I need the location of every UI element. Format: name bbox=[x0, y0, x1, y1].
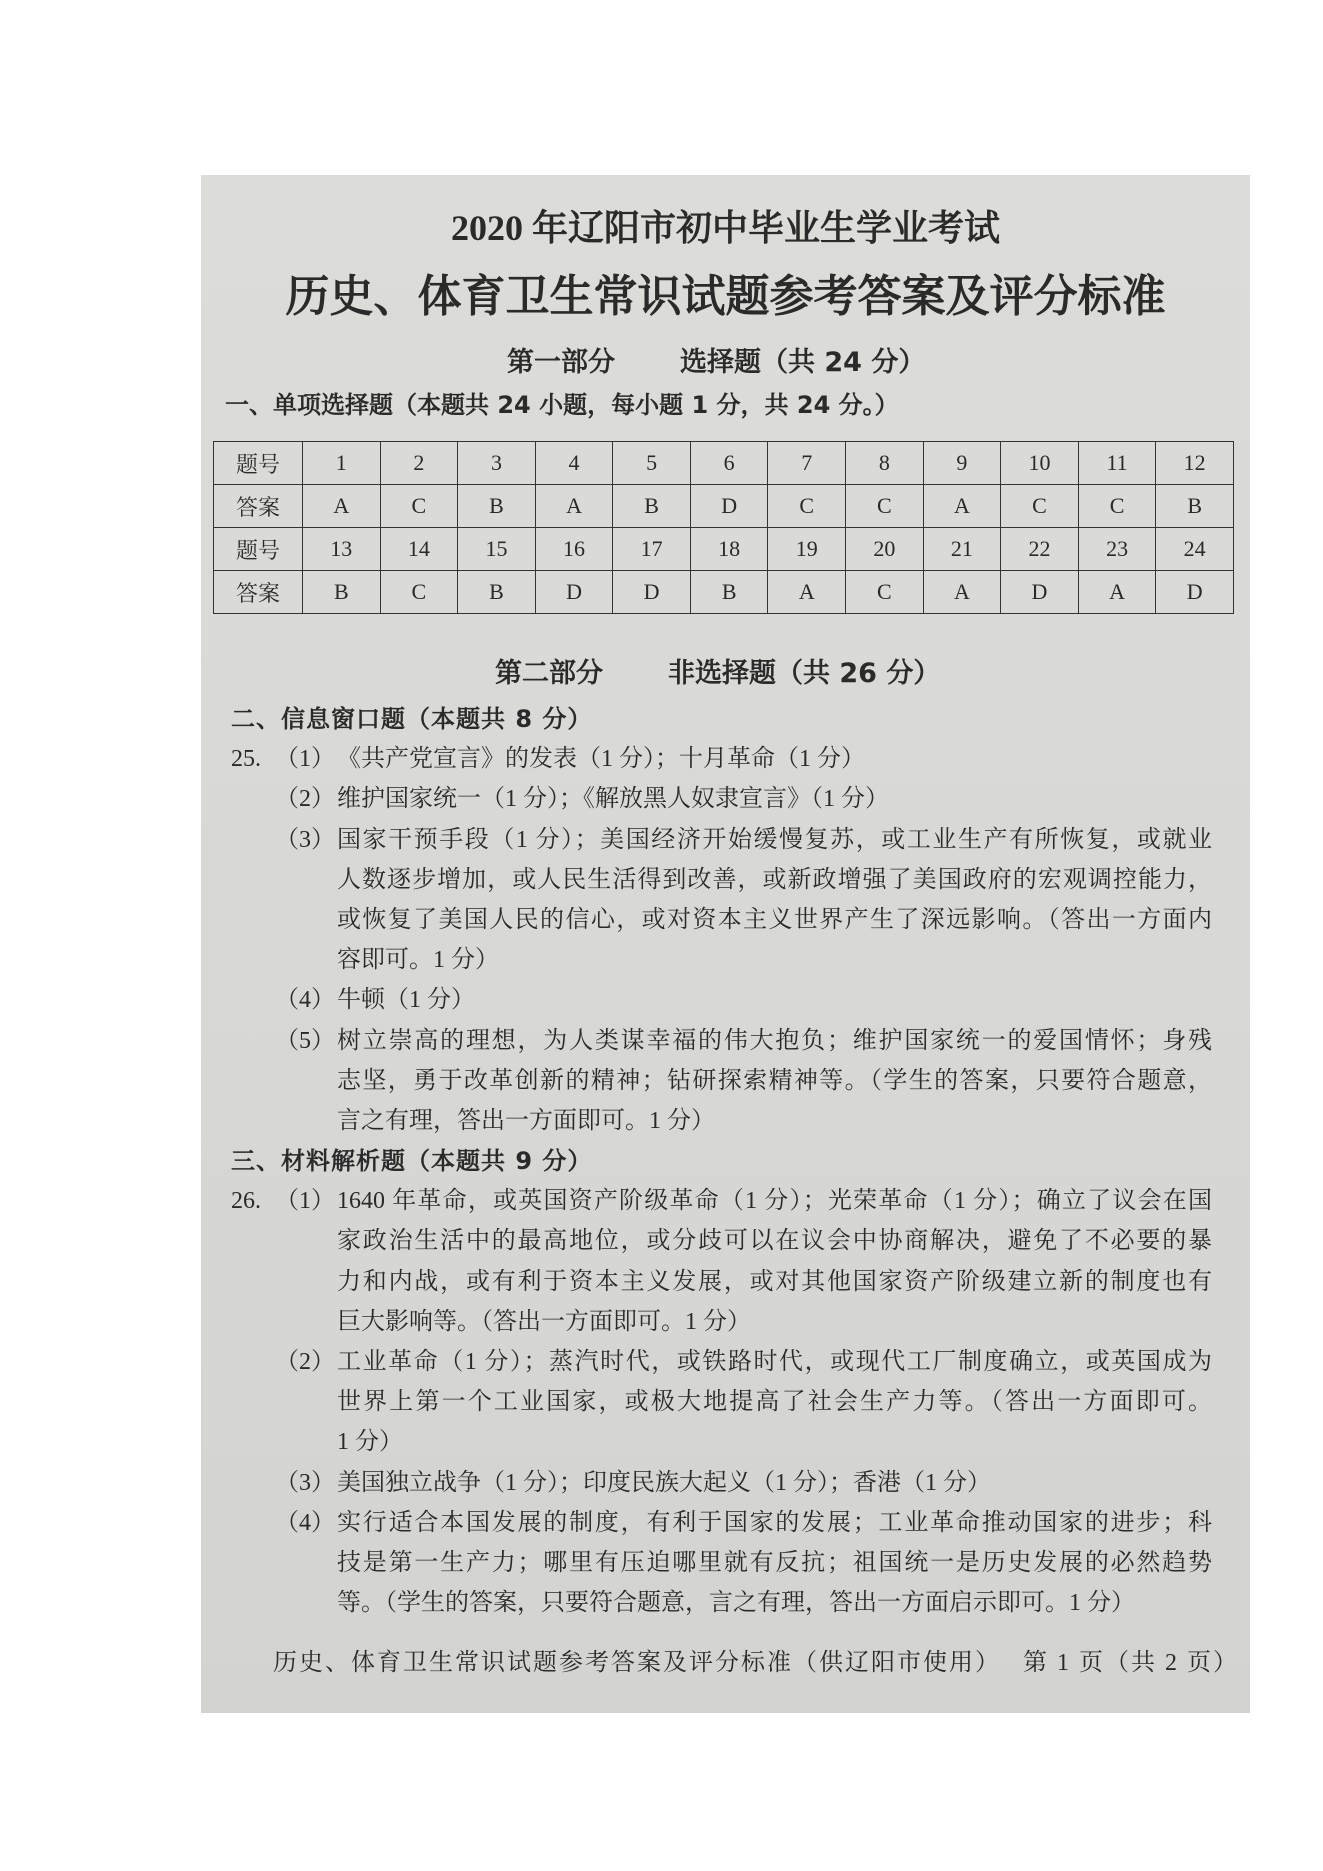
answer-key-sheet bbox=[201, 175, 1250, 1713]
section-heading-single-choice: 一、单项选择题（本题共 24 小题，每小题 1 分，共 24 分。） bbox=[225, 391, 899, 419]
sub-question-label: （1） bbox=[275, 1188, 335, 1215]
sub-question-label: （3） bbox=[275, 826, 335, 853]
answer-text: 等。（学生的答案，只要符合题意，言之有理，答出一方面启示即可。1 分） bbox=[337, 1590, 1135, 1617]
question-number-cell: 13 bbox=[303, 528, 381, 571]
question-number-cell: 2 bbox=[380, 442, 458, 485]
sub-question-label: （4） bbox=[275, 987, 335, 1014]
question-number-cell: 3 bbox=[458, 442, 536, 485]
question-number-cell: 10 bbox=[1001, 442, 1079, 485]
answer-text: 言之有理，答出一方面即可。1 分） bbox=[337, 1107, 715, 1134]
sub-question-label: （4） bbox=[275, 1509, 335, 1536]
answer-line bbox=[201, 900, 1250, 940]
part2-label: 第二部分 bbox=[495, 658, 603, 689]
part2-name: 非选择题（共 26 分） bbox=[668, 658, 941, 689]
answer-line bbox=[201, 1061, 1250, 1101]
part2-content bbox=[201, 699, 1250, 1623]
answer-line bbox=[201, 860, 1250, 900]
answer-cell: C bbox=[846, 485, 924, 528]
answer-text: 工业革命（1 分）；蒸汽时代，或铁路时代，或现代工厂制度确立，或英国成为 bbox=[337, 1349, 1212, 1375]
answer-line bbox=[201, 1302, 1250, 1342]
answer-row bbox=[214, 485, 1234, 528]
question-number-cell: 17 bbox=[613, 528, 691, 571]
question-number-row bbox=[214, 528, 1234, 571]
answer-line bbox=[201, 1101, 1250, 1141]
question-number-cell: 16 bbox=[535, 528, 613, 571]
answer-text: 巨大影响等。（答出一方面即可。1 分） bbox=[337, 1308, 751, 1335]
answer-line bbox=[201, 1181, 1250, 1221]
question-number-cell: 19 bbox=[768, 528, 846, 571]
question-number-cell: 21 bbox=[923, 528, 1001, 571]
sub-question-label: （2） bbox=[275, 1349, 335, 1375]
question-number-cell: 18 bbox=[690, 528, 768, 571]
answer-line bbox=[201, 779, 1250, 819]
question-number-cell: 7 bbox=[768, 442, 846, 485]
section-heading-material-analysis: 三、材料解析题（本题共 9 分） bbox=[231, 1147, 593, 1176]
sub-question-label: （3） bbox=[275, 1469, 335, 1496]
answer-cell: A bbox=[923, 485, 1001, 528]
answer-line bbox=[201, 1221, 1250, 1261]
footer-title: 历史、体育卫生常识试题参考答案及评分标准（供辽阳市使用） bbox=[273, 1650, 1001, 1676]
answer-cell: C bbox=[380, 485, 458, 528]
answer-cell: C bbox=[1078, 485, 1156, 528]
question-number-cell: 20 bbox=[846, 528, 924, 571]
answer-cell: D bbox=[613, 571, 691, 614]
question-number-row bbox=[214, 442, 1234, 485]
question-number-cell: 11 bbox=[1078, 442, 1156, 485]
answer-cell: D bbox=[535, 571, 613, 614]
section-heading-info-window: 二、信息窗口题（本题共 8 分） bbox=[231, 705, 593, 733]
answer-cell: C bbox=[1001, 485, 1079, 528]
answer-text: 世界上第一个工业国家，或极大地提高了社会生产力等。（答出一方面即可。 bbox=[337, 1389, 1212, 1416]
answer-cell: B bbox=[613, 485, 691, 528]
answer-line bbox=[201, 1583, 1250, 1623]
answer-line bbox=[201, 739, 1250, 779]
answer-cell: B bbox=[690, 571, 768, 614]
answer-text: 国家干预手段（1 分）；美国经济开始缓慢复苏，或工业生产有所恢复，或就业 bbox=[337, 826, 1212, 853]
answer-text: 1 分） bbox=[337, 1429, 403, 1456]
answer-text: 志坚，勇于改革创新的精神；钻研探索精神等。（学生的答案，只要符合题意， bbox=[337, 1067, 1212, 1094]
document-subtitle: 历史、体育卫生常识试题参考答案及评分标准 bbox=[285, 271, 1166, 322]
answer-cell: D bbox=[1156, 571, 1234, 614]
answer-cell: C bbox=[768, 485, 846, 528]
row-label: 题号 bbox=[214, 528, 303, 571]
question-number-cell: 8 bbox=[846, 442, 924, 485]
part1-label: 第一部分 bbox=[507, 347, 615, 378]
part1-heading bbox=[201, 346, 1250, 380]
answer-line bbox=[201, 1543, 1250, 1583]
part2-heading bbox=[201, 657, 1250, 691]
answer-line bbox=[201, 1262, 1250, 1302]
answer-text: 《共产党宣言》的发表（1 分）；十月革命（1 分） bbox=[337, 746, 865, 773]
answer-line bbox=[201, 1463, 1250, 1503]
answer-line bbox=[201, 1021, 1250, 1061]
answer-cell: A bbox=[923, 571, 1001, 614]
answer-text: 牛顿（1 分） bbox=[337, 987, 475, 1014]
answer-cell: D bbox=[1001, 571, 1079, 614]
question-number-cell: 15 bbox=[458, 528, 536, 571]
question-number-cell: 9 bbox=[923, 442, 1001, 485]
answer-text: 容即可。1 分） bbox=[337, 947, 499, 974]
answer-cell: B bbox=[458, 485, 536, 528]
answer-table bbox=[213, 441, 1234, 614]
answer-cell: A bbox=[768, 571, 846, 614]
answer-cell: C bbox=[846, 571, 924, 614]
answer-line bbox=[201, 1503, 1250, 1543]
answer-cell: A bbox=[535, 485, 613, 528]
answer-text: 美国独立战争（1 分）；印度民族大起义（1 分）；香港（1 分） bbox=[337, 1469, 991, 1496]
question-number-cell: 22 bbox=[1001, 528, 1079, 571]
page-footer bbox=[273, 1647, 1239, 1679]
question-number-cell: 12 bbox=[1156, 442, 1234, 485]
answer-cell: A bbox=[1078, 571, 1156, 614]
answer-line bbox=[201, 1342, 1250, 1382]
answer-line bbox=[201, 940, 1250, 980]
part1-name: 选择题（共 24 分） bbox=[680, 347, 926, 378]
question-number-cell: 23 bbox=[1078, 528, 1156, 571]
answer-line bbox=[201, 980, 1250, 1020]
sub-question-label: （5） bbox=[275, 1027, 335, 1054]
answer-cell: B bbox=[303, 571, 381, 614]
row-label: 题号 bbox=[214, 442, 303, 485]
answer-line bbox=[201, 1382, 1250, 1422]
answer-text: 或恢复了美国人民的信心，或对资本主义世界产生了深远影响。（答出一方面内 bbox=[337, 906, 1212, 933]
answer-cell: A bbox=[303, 485, 381, 528]
question-number-cell: 14 bbox=[380, 528, 458, 571]
question-number-cell: 4 bbox=[535, 442, 613, 485]
document-title: 2020 年辽阳市初中毕业生学业考试 bbox=[450, 208, 1000, 248]
question-number: 25. bbox=[231, 746, 261, 773]
sub-question-label: （1） bbox=[275, 746, 335, 773]
answer-cell: C bbox=[380, 571, 458, 614]
answer-line bbox=[201, 1422, 1250, 1462]
answer-text: 实行适合本国发展的制度，有利于国家的发展；工业革命推动国家的进步；科 bbox=[337, 1509, 1212, 1536]
question-number: 26. bbox=[231, 1188, 261, 1215]
answer-text: 人数逐步增加，或人民生活得到改善，或新政增强了美国政府的宏观调控能力， bbox=[337, 866, 1212, 893]
answer-text: 力和内战，或有利于资本主义发展，或对其他国家资产阶级建立新的制度也有 bbox=[337, 1268, 1212, 1295]
answer-line bbox=[201, 820, 1250, 860]
row-label: 答案 bbox=[214, 571, 303, 614]
question-number-cell: 1 bbox=[303, 442, 381, 485]
answer-cell: B bbox=[458, 571, 536, 614]
answer-row bbox=[214, 571, 1234, 614]
answer-text: 技是第一生产力；哪里有压迫哪里就有反抗；祖国统一是历史发展的必然趋势 bbox=[337, 1549, 1212, 1576]
row-label: 答案 bbox=[214, 485, 303, 528]
question-number-cell: 24 bbox=[1156, 528, 1234, 571]
answer-text: 维护国家统一（1 分）；《解放黑人奴隶宣言》（1 分） bbox=[337, 786, 889, 813]
sub-question-label: （2） bbox=[275, 786, 335, 813]
answer-text: 树立崇高的理想，为人类谋幸福的伟大抱负；维护国家统一的爱国情怀；身残 bbox=[337, 1027, 1212, 1054]
page-number: 第 1 页（共 2 页） bbox=[1023, 1650, 1239, 1676]
question-number-cell: 6 bbox=[690, 442, 768, 485]
answer-cell: B bbox=[1156, 485, 1234, 528]
answer-text: 1640 年革命，或英国资产阶级革命（1 分）；光荣革命（1 分）；确立了议会在国 bbox=[337, 1188, 1212, 1215]
answer-text: 家政治生活中的最高地位，或分歧可以在议会中协商解决，避免了不必要的暴 bbox=[337, 1228, 1212, 1255]
question-number-cell: 5 bbox=[613, 442, 691, 485]
answer-cell: D bbox=[690, 485, 768, 528]
